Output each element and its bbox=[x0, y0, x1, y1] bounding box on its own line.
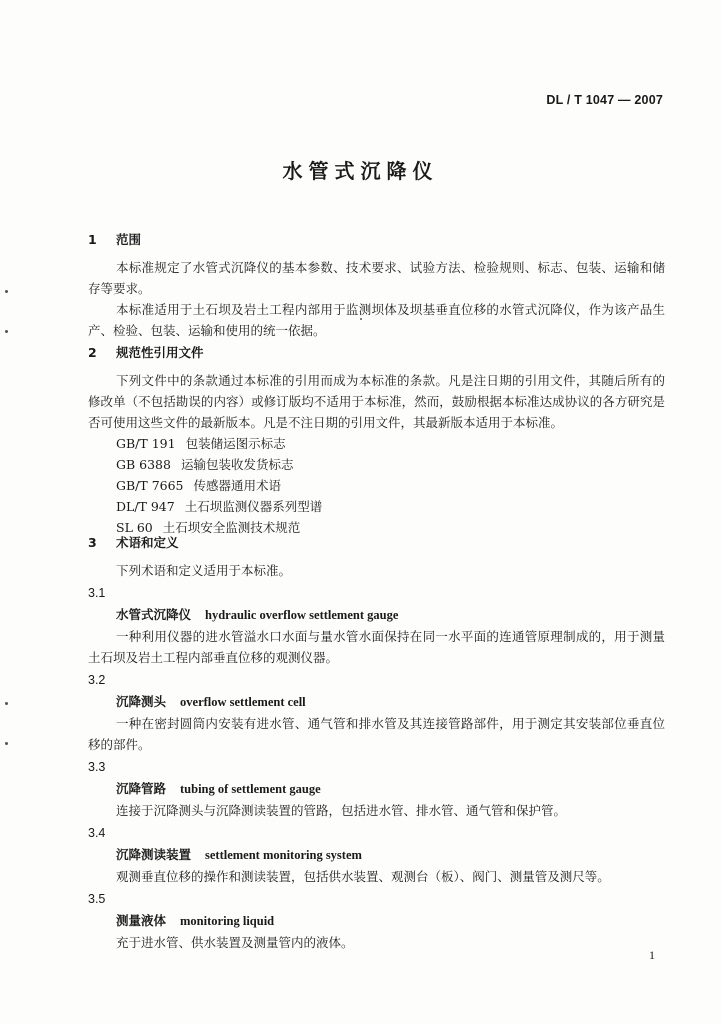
reference-item bbox=[116, 475, 665, 496]
term-definition: 一种在密封圆筒内安装有进水管、通气管和排水管及其连接管路部件，用于测定其安装部位垂直位移的部件。 bbox=[88, 716, 665, 752]
term-chinese: 沉降测头 bbox=[116, 694, 167, 709]
reference-code: GB/T 7665 bbox=[116, 478, 184, 493]
scan-speck bbox=[360, 318, 362, 320]
scan-speck bbox=[5, 742, 8, 745]
term-heading bbox=[116, 844, 665, 866]
term-number: 3.2 bbox=[88, 673, 106, 687]
scan-speck bbox=[5, 330, 8, 333]
term-number: 3.4 bbox=[88, 826, 106, 840]
section-2 bbox=[88, 342, 665, 538]
document-title: 水管式沉降仪 bbox=[282, 159, 439, 183]
term-chinese: 测量液体 bbox=[116, 913, 167, 928]
term-english: settlement monitoring system bbox=[205, 848, 362, 862]
page-number: 1 bbox=[649, 948, 655, 962]
term-heading bbox=[116, 778, 665, 800]
term-definition: 连接于沉降测头与沉降测读装置的管路，包括进水管、排水管、通气管和保护管。 bbox=[116, 803, 567, 818]
term-heading bbox=[116, 604, 665, 626]
section-heading bbox=[88, 229, 665, 250]
reference-title: 土石坝监测仪器系列型谱 bbox=[184, 499, 323, 514]
reference-item bbox=[116, 433, 665, 454]
reference-code: DL/T 947 bbox=[116, 499, 175, 514]
section-heading bbox=[88, 342, 665, 363]
paragraph: 本标准规定了水管式沉降仪的基本参数、技术要求、试验方法、检验规则、标志、包装、运输和储存等要求。 bbox=[88, 260, 665, 296]
term-number: 3.1 bbox=[88, 586, 106, 600]
term-chinese: 沉降管路 bbox=[116, 781, 167, 796]
term-english: tubing of settlement gauge bbox=[180, 782, 321, 796]
section-number: 2 bbox=[88, 345, 97, 360]
section-heading bbox=[88, 532, 665, 553]
reference-item bbox=[116, 496, 665, 517]
section-3 bbox=[88, 532, 665, 953]
reference-title: 包装储运图示标志 bbox=[185, 436, 286, 451]
scan-speck bbox=[5, 702, 8, 705]
section-title: 范围 bbox=[116, 232, 142, 247]
term-definition: 观测垂直位移的操作和测读装置，包括供水装置、观测台（板）、阀门、测量管及测尺等。 bbox=[116, 869, 610, 884]
reference-code: SL 60 bbox=[116, 520, 153, 535]
term-english: overflow settlement cell bbox=[180, 695, 306, 709]
paragraph: 下列文件中的条款通过本标准的引用而成为本标准的条款。凡是注日期的引用文件，其随后所有的修改单（不包括勘误的内容）或修订版均不适用于本标准，然而，鼓励根据本标准达成协议的各方研究是否可使用这些文件的最新版本。凡是不注日期的引用文件，其最新版本适用于本标准。 bbox=[88, 373, 665, 430]
term-number: 3.3 bbox=[88, 760, 106, 774]
term-definition: 一种利用仪器的进水管溢水口水面与量水管水面保持在同一水平面的连通管原理制成的，用于测量土石坝及岩土工程内部垂直位移的观测仪器。 bbox=[88, 629, 665, 665]
section-title: 规范性引用文件 bbox=[116, 345, 204, 360]
term-heading bbox=[116, 910, 665, 932]
term-chinese: 水管式沉降仪 bbox=[116, 607, 192, 622]
term-definition: 充于进水管、供水装置及测量管内的液体。 bbox=[116, 935, 354, 950]
reference-title: 运输包装收发货标志 bbox=[180, 457, 294, 472]
term-english: monitoring liquid bbox=[180, 914, 275, 928]
term-chinese: 沉降测读装置 bbox=[116, 847, 192, 862]
term-heading bbox=[116, 691, 665, 713]
reference-title: 土石坝安全监测技术规范 bbox=[162, 520, 301, 535]
paragraph: 本标准适用于土石坝及岩土工程内部用于监测坝体及坝基垂直位移的水管式沉降仪，作为该产品生产、检验、包装、运输和使用的统一依据。 bbox=[88, 302, 665, 338]
reference-item bbox=[116, 454, 665, 475]
section-title: 术语和定义 bbox=[116, 535, 179, 550]
section-1 bbox=[88, 229, 665, 341]
term-number: 3.5 bbox=[88, 892, 106, 906]
section-number: 3 bbox=[88, 535, 97, 550]
section-number: 1 bbox=[88, 232, 97, 247]
paragraph: 下列术语和定义适用于本标准。 bbox=[116, 563, 292, 578]
reference-code: GB 6388 bbox=[116, 457, 171, 472]
reference-code: GB/T 191 bbox=[116, 436, 176, 451]
term-english: hydraulic overflow settlement gauge bbox=[205, 608, 399, 622]
reference-title: 传感器通用术语 bbox=[193, 478, 282, 493]
scan-speck bbox=[5, 290, 8, 293]
standard-code: DL / T 1047 — 2007 bbox=[546, 93, 663, 107]
